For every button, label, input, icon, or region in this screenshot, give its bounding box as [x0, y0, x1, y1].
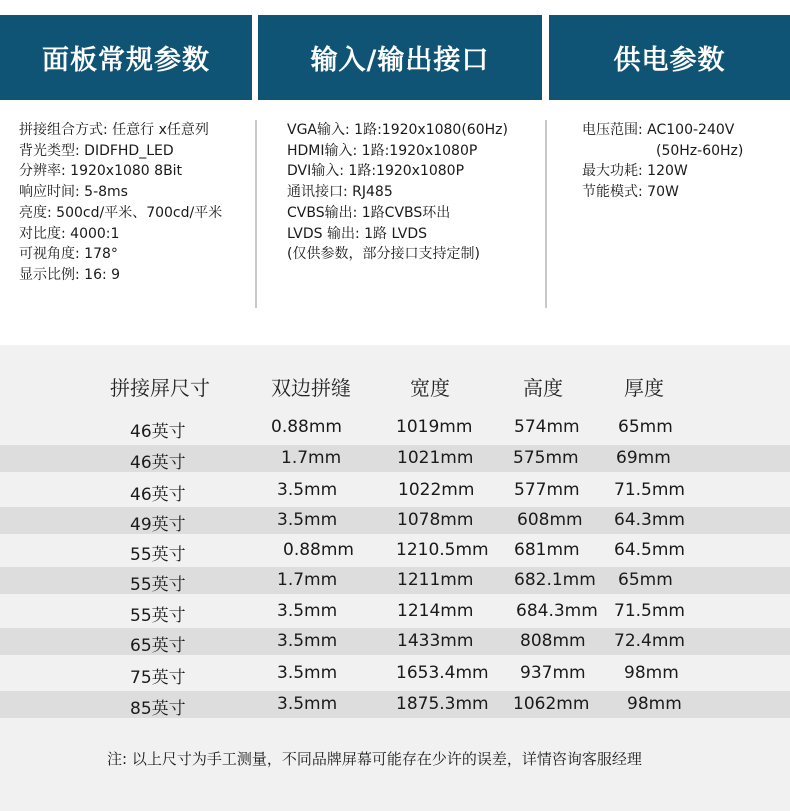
col-header-size: 拼接屏尺寸 [110, 376, 210, 400]
cell-bezel: 3.5mm [277, 694, 338, 714]
spec-line: 拼接组合方式: 任意行 x任意列 [19, 122, 209, 138]
cell-height: 608mm [517, 510, 583, 530]
power-specs [582, 120, 743, 203]
cell-height: 937mm [520, 663, 586, 683]
table-row [0, 445, 790, 472]
cell-size: 46英寸 [130, 453, 186, 473]
table-row [0, 660, 790, 687]
cell-height: 577mm [514, 480, 580, 500]
cell-width: 1019mm [396, 417, 473, 437]
cell-bezel: 0.88mm [283, 540, 354, 560]
cell-height: 681mm [514, 540, 580, 560]
cell-bezel: 3.5mm [277, 510, 338, 530]
cell-depth: 98mm [627, 694, 682, 714]
spec-line: 背光类型: DIDFHD_LED [19, 142, 174, 159]
cell-depth: 65mm [618, 570, 673, 590]
cell-width: 1214mm [397, 601, 474, 621]
cell-height: 574mm [514, 417, 580, 437]
cell-bezel: 3.5mm [277, 663, 338, 683]
spec-line: 最大功耗: 120W [582, 163, 688, 180]
spec-line: VGA输入: 1路:1920x1080(60Hz) [287, 122, 508, 138]
cell-height: 684.3mm [516, 601, 598, 621]
spec-line: 通讯接口: RJ485 [287, 184, 393, 201]
header-power-params: 供电参数 [549, 15, 790, 100]
spec-line: 可视角度: 178° [19, 246, 118, 263]
spec-line: 响应时间: 5-8ms [19, 184, 128, 201]
spec-line: 电压范围: AC100-240V [582, 122, 735, 138]
spec-line: 分辨率: 1920x1080 8Bit [19, 163, 183, 180]
cell-size: 55英寸 [130, 575, 186, 595]
cell-width: 1875.3mm [396, 694, 489, 714]
header-bar [0, 15, 790, 100]
spec-line: (仅供参数，部分接口支持定制) [287, 246, 480, 263]
spec-line: 显示比例: 16: 9 [19, 266, 121, 283]
panel-specs [19, 120, 222, 286]
cell-bezel: 0.88mm [271, 417, 342, 437]
spec-line: CVBS输出: 1路CVBS环出 [287, 204, 451, 221]
table-row [0, 477, 790, 504]
cell-depth: 71.5mm [614, 480, 685, 500]
cell-depth: 72.4mm [614, 631, 685, 651]
table-row [0, 567, 790, 594]
cell-bezel: 1.7mm [277, 570, 338, 590]
table-row [0, 691, 790, 718]
cell-width: 1078mm [397, 510, 474, 530]
table-row [0, 507, 790, 534]
col-header-height: 高度 [523, 376, 563, 400]
cell-size: 55英寸 [130, 606, 186, 626]
col-header-width: 宽度 [410, 376, 450, 400]
cell-size: 75英寸 [130, 668, 186, 688]
footnote: 注: 以上尺寸为手工测量，不同品牌屏幕可能存在少许的误差，详情咨询客服经理 [107, 750, 642, 768]
cell-depth: 64.3mm [614, 510, 685, 530]
column-divider [255, 120, 257, 308]
col-header-depth: 厚度 [624, 376, 664, 400]
cell-bezel: 3.5mm [277, 601, 338, 621]
table-row [0, 414, 790, 441]
cell-depth: 71.5mm [614, 601, 685, 621]
spec-line: 亮度: 500cd/平米、700cd/平米 [19, 204, 223, 221]
cell-height: 808mm [520, 631, 586, 651]
spec-line: 节能模式: 70W [582, 184, 679, 201]
cell-depth: 64.5mm [614, 540, 685, 560]
cell-width: 1653.4mm [396, 663, 489, 683]
cell-size: 55英寸 [130, 545, 186, 565]
cell-height: 575mm [513, 448, 579, 468]
cell-bezel: 1.7mm [281, 448, 342, 468]
spec-line: 对比度: 4000:1 [19, 225, 120, 242]
cell-width: 1433mm [397, 631, 474, 651]
cell-size: 46英寸 [130, 485, 186, 505]
cell-width: 1021mm [397, 448, 474, 468]
cell-height: 682.1mm [514, 570, 596, 590]
col-header-bezel: 双边拼缝 [271, 376, 351, 400]
table-row [0, 598, 790, 625]
io-specs [287, 120, 508, 265]
cell-size: 65英寸 [130, 636, 186, 656]
spec-line: HDMI输入: 1路:1920x1080P [287, 142, 478, 159]
spec-line: LVDS 输出: 1路 LVDS [287, 225, 427, 242]
cell-bezel: 3.5mm [277, 480, 338, 500]
spec-line: DVI输入: 1路:1920x1080P [287, 163, 465, 180]
cell-depth: 69mm [616, 448, 671, 468]
table-row [0, 628, 790, 655]
spec-line: (50Hz-60Hz) [656, 142, 744, 159]
cell-size: 49英寸 [130, 515, 186, 535]
header-io-ports: 输入/输出接口 [258, 15, 542, 100]
cell-width: 1210.5mm [396, 540, 489, 560]
table-row [0, 537, 790, 564]
cell-width: 1211mm [397, 570, 474, 590]
cell-width: 1022mm [398, 480, 475, 500]
column-divider [545, 120, 547, 308]
cell-size: 46英寸 [130, 422, 186, 442]
cell-depth: 98mm [624, 663, 679, 683]
header-panel-params: 面板常规参数 [0, 15, 252, 100]
cell-height: 1062mm [513, 694, 590, 714]
cell-bezel: 3.5mm [277, 631, 338, 651]
cell-size: 85英寸 [130, 699, 186, 719]
cell-depth: 65mm [618, 417, 673, 437]
